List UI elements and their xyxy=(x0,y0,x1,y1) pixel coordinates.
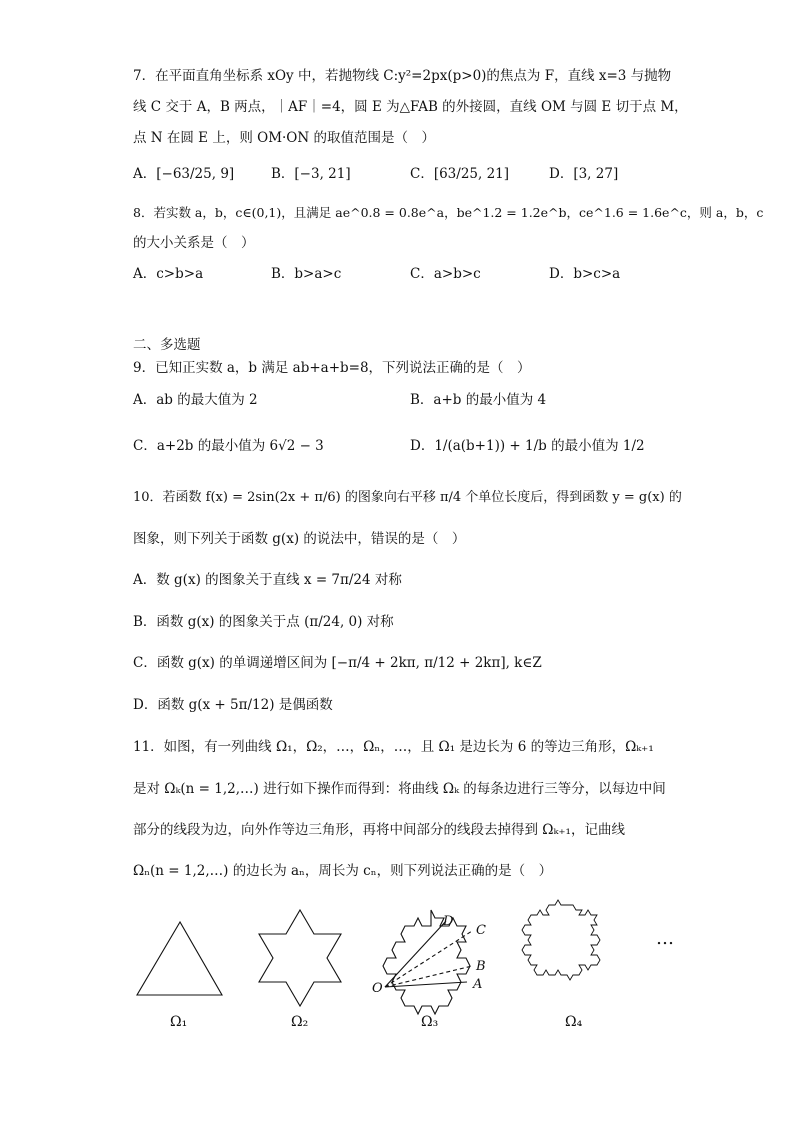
q8-option-d: D．b>c>a xyxy=(549,266,621,282)
figure-label-omega1: Ω₁ xyxy=(170,1014,188,1030)
omega3-line-ob xyxy=(385,966,472,987)
section-title-multiple-choice: 二、多选题 xyxy=(133,337,201,353)
omega2-star xyxy=(259,910,341,1006)
q7-line3: 点 N 在圆 E 上，则 OM·ON 的取值范围是（ ） xyxy=(133,130,435,146)
q11-line3: 部分的线段为边，向外作等边三角形，再将中间部分的线段去掉得到 Ωₖ₊₁，记曲线 xyxy=(133,822,625,838)
q10-option-a: A．数 g(x) 的图象关于直线 x = 7π/24 对称 xyxy=(133,572,402,588)
omega3-line-oc xyxy=(385,931,472,987)
point-label-o: O xyxy=(372,981,383,996)
q7-line1: 7．在平面直角坐标系 xOy 中，若抛物线 C:y²=2px(p>0)的焦点为 F，直线 x=3 与抛物 xyxy=(133,68,672,84)
q9-option-b: B．a+b 的最小值为 4 xyxy=(410,392,547,408)
omega4-koch xyxy=(522,900,600,980)
q9-option-c: C．a+2b 的最小值为 6√2 − 3 xyxy=(133,438,324,454)
q10-option-b: B．函数 g(x) 的图象关于点 (π/24, 0) 对称 xyxy=(133,614,394,630)
q8-line1: 8．若实数 a，b，c∈(0,1)，且满足 ae^0.8 = 0.8e^a，be^1.2 = 1.2e^b，ce^1.6 = 1.6e^c，则 a，b，c xyxy=(133,205,764,220)
q7-option-d: D．[3, 27] xyxy=(549,166,619,182)
q8-option-c: C．a>b>c xyxy=(410,266,481,282)
q8-line2: 的大小关系是（ ） xyxy=(133,235,255,251)
figure-ellipsis: … xyxy=(656,928,676,949)
point-label-c: C xyxy=(476,923,486,938)
omega3-line-od xyxy=(385,921,446,987)
q7-line2: 线 C 交于 A，B 两点，｜AF｜=4，圆 E 为△FAB 的外接圆，直线 OM 与圆 E 切于点 M， xyxy=(133,99,688,115)
omega3-koch xyxy=(383,910,470,1014)
q9-option-a: A．ab 的最大值为 2 xyxy=(133,392,258,408)
figure-label-omega4: Ω₄ xyxy=(565,1014,583,1030)
q10-line2: 图象，则下列关于函数 g(x) 的说法中，错误的是（ ） xyxy=(133,531,466,547)
q11-line2: 是对 Ωₖ(n = 1,2,…) 进行如下操作而得到：将曲线 Ωₖ 的每条边进行三等分，以每边中间 xyxy=(133,781,666,797)
q8-option-b: B．b>a>c xyxy=(271,266,342,282)
q10-line1: 10．若函数 f(x) = 2sin(2x + π/6) 的图象向右平移 π/4 个单位长度后，得到函数 y = g(x) 的 xyxy=(133,490,682,505)
point-label-a: A xyxy=(473,977,483,992)
omega1-triangle xyxy=(137,922,222,995)
point-label-d: D xyxy=(443,914,454,929)
q11-line4: Ωₙ(n = 1,2,…) 的边长为 aₙ，周长为 cₙ，则下列说法正确的是（ ） xyxy=(133,863,553,879)
omega3-line-oa xyxy=(385,982,467,987)
q10-option-d: D．函数 g(x + 5π/12) 是偶函数 xyxy=(133,697,333,713)
q9-option-d: D．1/(a(b+1)) + 1/b 的最小值为 1/2 xyxy=(410,438,645,454)
q7-option-a: A．[−63/25, 9] xyxy=(133,166,235,182)
q7-option-b: B．[−3, 21] xyxy=(271,166,351,182)
figure-label-omega2: Ω₂ xyxy=(291,1014,309,1030)
q8-option-a: A．c>b>a xyxy=(133,266,204,282)
q10-option-c: C．函数 g(x) 的单调递增区间为 [−π/4 + 2kπ, π/12 + 2kπ], k∈Z xyxy=(133,655,542,671)
q7-option-c: C．[63/25, 21] xyxy=(410,166,510,182)
point-label-b: B xyxy=(476,959,486,974)
q11-line1: 11．如图，有一列曲线 Ω₁，Ω₂，…，Ωₙ，…，且 Ω₁ 是边长为 6 的等边三角形，Ωₖ₊₁ xyxy=(133,739,654,755)
figure-label-omega3: Ω₃ xyxy=(421,1014,439,1030)
q9-line1: 9．已知正实数 a，b 满足 ab+a+b=8，下列说法正确的是（ ） xyxy=(133,360,531,376)
